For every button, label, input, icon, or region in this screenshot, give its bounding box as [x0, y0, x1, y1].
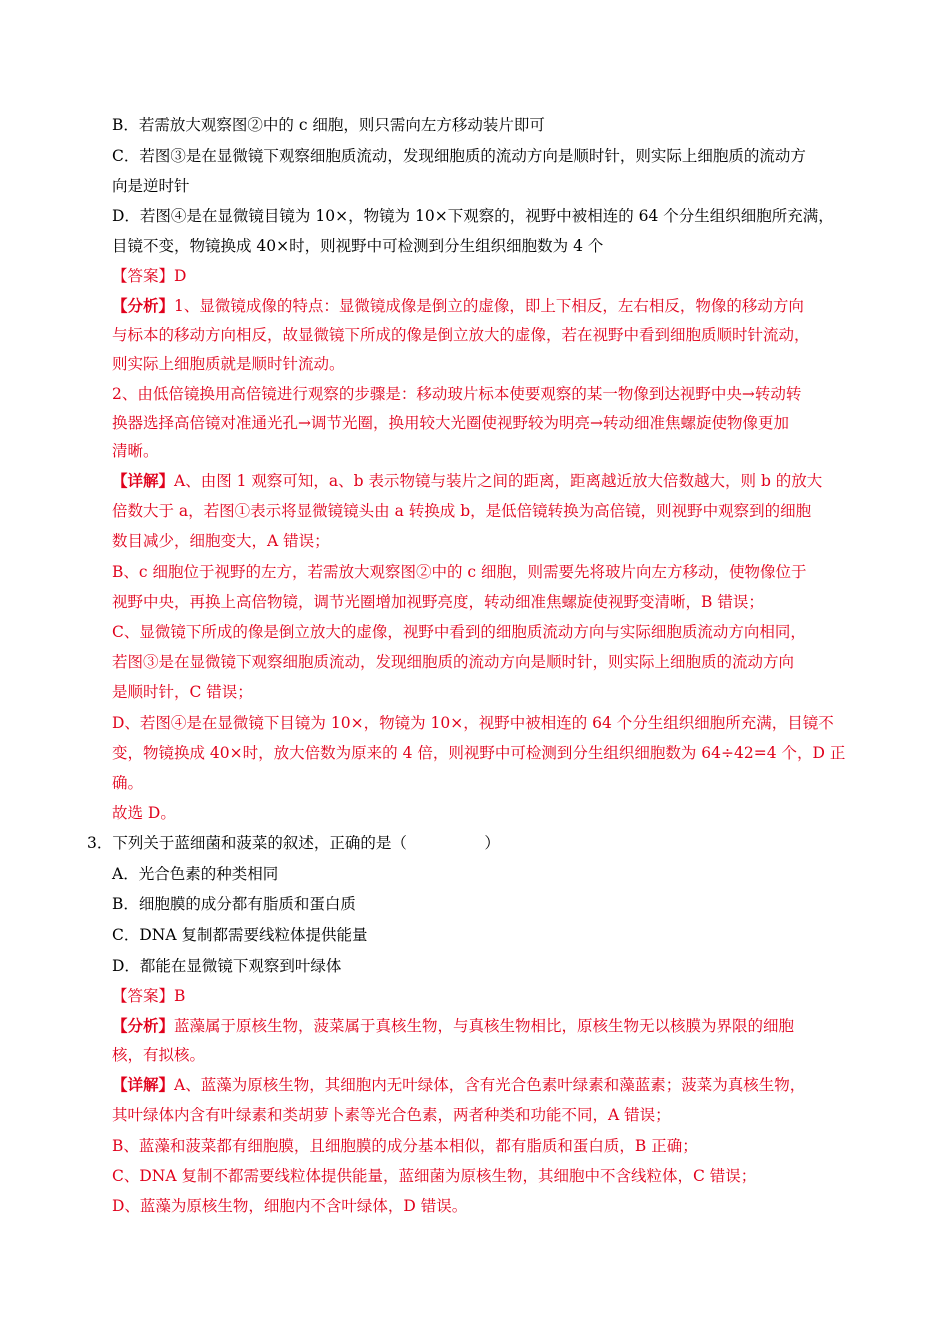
q2-analysis-text1: 1、显微镜成像的特点：显微镜成像是倒立的虚像，即上下相反，左右相反，物像的移动方向 [174, 297, 804, 315]
q2-conclusion: 故选 D。 [112, 804, 176, 822]
q2-detail-a-text1: A、由图 1 观察可知，a、b 表示物镜与装片之间的距离，距离越近放大倍数越大，则 b 的放大 [174, 472, 823, 490]
q2-analysis-tag: 【分析】 [112, 296, 175, 315]
q3-analysis-line2: 核，有拟核。 [112, 1046, 206, 1064]
q2-detail-a-line3: 数目减少，细胞变大，A 错误； [112, 532, 330, 550]
q2-detail-b-line2: 视野中央，再换上高倍物镜，调节光圈增加视野亮度，转动细准焦螺旋使视野变清晰，B 错误； [112, 593, 764, 611]
q3-option-a: A．光合色素的种类相同 [112, 865, 279, 883]
q2-detail-b-line1: B、c 细胞位于视野的左方，若需放大观察图②中的 c 细胞，则需要先将玻片向左方移动，使物像位于 [112, 563, 807, 581]
q2-option-d-line1: D．若图④是在显微镜目镜为 10×，物镜为 10×下观察的，视野中被相连的 64 个分生组织细胞所充满， [112, 207, 834, 225]
q2-analysis-line6: 清晰。 [112, 442, 159, 460]
q2-analysis-line4: 2、由低倍镜换用高倍镜进行观察的步骤是：移动玻片标本使要观察的某一物像到达视野中央→转动转 [112, 385, 802, 403]
q3-option-d: D．都能在显微镜下观察到叶绿体 [112, 957, 342, 975]
q3-analysis-line1 [112, 1016, 794, 1036]
q2-option-d-line2: 目镜不变，物镜换成 40×时，则视野中可检测到分生组织细胞数为 4 个 [112, 237, 604, 255]
q2-analysis-line3: 则实际上细胞质就是顺时针流动。 [112, 355, 345, 373]
q2-detail-tag: 【详解】 [112, 471, 175, 490]
q3-detail-a-line1 [112, 1075, 805, 1095]
q2-answer: 【答案】D [112, 267, 187, 285]
q3-detail-d: D、蓝藻为原核生物，细胞内不含叶绿体，D 错误。 [112, 1197, 468, 1215]
q2-detail-a-line1 [112, 471, 822, 491]
q2-detail-d-line3: 确。 [112, 774, 144, 792]
q3-option-c: C．DNA 复制都需要线粒体提供能量 [112, 926, 368, 944]
q2-option-c-line1: C．若图③是在显微镜下观察细胞质流动，发现细胞质的流动方向是顺时针，则实际上细胞质的流动方 [112, 147, 806, 165]
q2-analysis-line5: 换器选择高倍镜对准通光孔→调节光圈，换用较大光圈使视野较为明亮→转动细准焦螺旋使物像更加 [112, 414, 789, 432]
q2-detail-c-line2: 若图③是在显微镜下观察细胞质流动，发现细胞质的流动方向是顺时针，则实际上细胞质的流动方向 [112, 653, 795, 671]
q2-option-b: B．若需放大观察图②中的 c 细胞，则只需向左方移动装片即可 [112, 116, 545, 134]
q3-option-b: B．细胞膜的成分都有脂质和蛋白质 [112, 895, 356, 913]
q2-detail-d-line1: D、若图④是在显微镜下目镜为 10×，物镜为 10×，视野中被相连的 64 个分生组织细胞所充满，目镜不 [112, 714, 834, 732]
q3-detail-a-line2: 其叶绿体内含有叶绿素和类胡萝卜素等光合色素，两者种类和功能不同，A 错误； [112, 1106, 671, 1124]
q3-stem: 3．下列关于蓝细菌和菠菜的叙述，正确的是（ ） [87, 834, 500, 852]
q2-detail-d-line2: 变，物镜换成 40×时，放大倍数为原来的 4 倍，则视野中可检测到分生组织细胞数为 64÷42=4 个，D 正 [112, 744, 846, 762]
q2-analysis-line1 [112, 296, 804, 316]
q2-detail-a-line2: 倍数大于 a，若图①表示将显微镜镜头由 a 转换成 b，是低倍镜转换为高倍镜，则视野中观察到的细胞 [112, 502, 812, 520]
q3-analysis-tag: 【分析】 [112, 1016, 175, 1035]
q3-detail-c: C、DNA 复制不都需要线粒体提供能量，蓝细菌为原核生物，其细胞中不含线粒体，C 错误； [112, 1167, 757, 1185]
q2-analysis-line2: 与标本的移动方向相反，故显微镜下所成的像是倒立放大的虚像，若在视野中看到细胞质顺时针流动， [112, 326, 810, 344]
q2-detail-c-line1: C、显微镜下所成的像是倒立放大的虚像，视野中看到的细胞质流动方向与实际细胞质流动方向相同， [112, 623, 806, 641]
q3-detail-a-text1: A、蓝藻为原核生物，其细胞内无叶绿体，含有光合色素叶绿素和藻蓝素；菠菜为真核生物， [174, 1076, 806, 1094]
q2-detail-c-line3: 是顺时针，C 错误； [112, 683, 253, 701]
q2-option-c-line2: 向是逆时针 [112, 177, 190, 195]
q3-answer: 【答案】B [112, 987, 186, 1005]
q3-detail-b: B、蓝藻和菠菜都有细胞膜，且细胞膜的成分基本相似，都有脂质和蛋白质，B 正确； [112, 1137, 698, 1155]
q3-detail-tag: 【详解】 [112, 1075, 175, 1094]
q3-analysis-text1: 蓝藻属于原核生物，菠菜属于真核生物，与真核生物相比，原核生物无以核膜为界限的细胞 [174, 1017, 795, 1035]
